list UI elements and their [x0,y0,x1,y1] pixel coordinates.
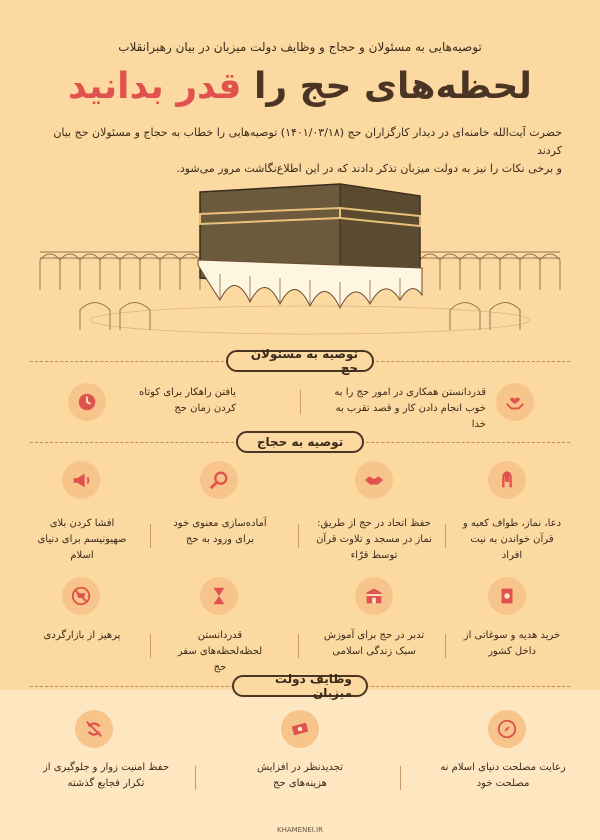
clock-icon [68,383,106,421]
section1-item-1: قدردانستن همکاری در امور حج را به خوب انجام دادن کار و قصد تقرب به خدا [334,387,486,430]
item-separator [445,634,446,658]
logo-text: KHAMENEI.IR [277,826,323,834]
site-logo [0,826,600,834]
section2-row1-item-3: آماده‌سازی معنوی خود برای ورود به حج [173,518,267,545]
section2-row1-item-1: دعا، نماز، طواف کعبه و قرآن خواندن به نیت افراد [462,518,562,561]
section2-row2-item-2: تدبر در حج برای آموزش سبک زندگی اسلامی [323,630,425,657]
section3-title: وظایف دولت میزبان [232,675,368,697]
section3-item-2: تجدیدنظر در افزایش هزینه‌های حج [256,762,344,789]
section2-row1-item-2: حفظ اتحاد در حج از طریق: نماز در مسجد و تلاوت قرآن توسط قرّاء [316,518,432,561]
section2-row2-item-4: پرهیز از بازارگردی [43,630,121,641]
intro-line-2: و برخی نکات را نیز به دولت میزبان تذکر دادند که در این اطلاع‌نگاشت مرور می‌شود. [176,162,562,175]
title-part2: قدر بدانید [68,66,242,107]
item-separator [445,524,446,548]
section2-row2-item-1: خرید هدیه و سوغاتی از داخل کشور [463,630,561,657]
item-separator [150,634,151,658]
kaaba-icon [355,577,393,615]
megaphone-icon [62,461,100,499]
title-part1: لحظه‌های حج را [253,66,532,107]
no-cart-icon [62,577,100,615]
section1-item-2: یافتن راهکار برای کوتاه کردن زمان حج [139,387,236,414]
kaaba-illustration [20,170,580,350]
section2-row2-item-3: قدردانستن لحظه‌لحظه‌های سفر حج [177,630,263,673]
section1-title: توصیه به مسئولان حج [226,350,374,372]
page-title [0,66,600,107]
hourglass-icon [200,577,238,615]
item-separator [300,390,301,414]
item-separator [298,524,299,548]
item-separator [150,524,151,548]
page-subtitle: توصیه‌هایی به مسئولان و حجاج و وظایف دولت میزبان در بیان رهبرانقلاب [118,40,482,54]
item-separator [400,766,401,790]
item-separator [195,766,196,790]
gift-book-icon [488,577,526,615]
handshake-icon [355,461,393,499]
magnifier-icon [200,461,238,499]
section3-item-1: رعایت مصلحت دنیای اسلام نه مصلحت خود [440,762,566,789]
section2-title: توصیه به حجاج [236,431,364,453]
section3-item-3: حفظ امنیت زوار و جلوگیری از تکرار فجایع گذشته [42,762,170,789]
no-repeat-icon [75,710,113,748]
intro-line-1: حضرت آیت‌الله خامنه‌ای در دیدار کارگزاران حج (۱۴۰۱/۰۳/۱۸) توصیه‌هایی را خطاب به حجاج و مسئولان حج بیان کردند [53,126,562,157]
hands-heart-icon [496,383,534,421]
compass-icon [488,710,526,748]
money-icon [281,710,319,748]
praying-hands-icon [488,461,526,499]
item-separator [298,634,299,658]
section2-row1-item-4: افشا کردن بلای صهیونیسم برای دنیای اسلام [37,518,127,561]
